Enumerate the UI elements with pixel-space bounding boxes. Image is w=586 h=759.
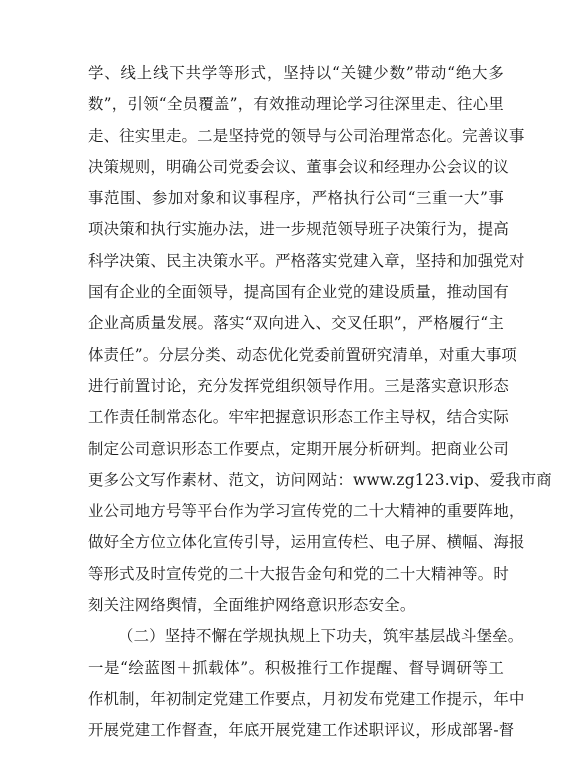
text-line: 项决策和执行实施办法，进一步规范领导班子决策行为，提高 — [88, 220, 509, 239]
text-line: 作机制，年初制定党建工作要点，月初发布党建工作提示，年中 — [88, 689, 525, 708]
text-line: 更多公文写作素材、范文，访问网站：www.zg123.vip、爱我市商 — [88, 470, 552, 489]
text-line: 体责任”。分层分类、动态优化党委前置研究清单，对重大事项 — [88, 345, 518, 364]
text-line: 事范围、参加对象和议事程序，严格执行公司“三重一大”事 — [88, 189, 504, 208]
text-line: 国有企业的全面领导，提高国有企业党的建设质量，推动国有 — [88, 283, 509, 302]
text-line: 走、往实里走。二是坚持党的领导与公司治理常态化。完善议事 — [88, 126, 525, 145]
text-line: 做好全方位立体化宣传引导，运用宣传栏、电子屏、横幅、海报 — [88, 533, 525, 552]
section-heading: （二）坚持不懈在学规执规上下功夫，筑牢基层战斗堡垒。 — [118, 627, 524, 646]
text-line: 企业高质量发展。落实“双向进入、交叉任职”，严格履行“主 — [88, 314, 504, 333]
text-line: 学、线上线下共学等形式，坚持以“关键少数”带动“绝大多 — [88, 64, 504, 82]
text-line: 一是“绘蓝图＋抓载体”。积极推行工作提醒、督导调研等工 — [88, 658, 504, 677]
text-line: 制定公司意识形态工作要点，定期开展分析研判。把商业公司 — [88, 439, 509, 458]
text-line: 工作责任制常态化。牢牢把握意识形态工作主导权，结合实际 — [88, 408, 509, 427]
text-line: 业公司地方号等平台作为学习宣传党的二十大精神的重要阵地， — [88, 502, 525, 521]
body-text — [88, 58, 552, 747]
text-line: 进行前置讨论，充分发挥党组织领导作用。三是落实意识形态 — [88, 376, 509, 395]
text-line: 科学决策、民主决策水平。严格落实党建入章，坚持和加强党对 — [88, 251, 525, 270]
text-line: 刻关注网络舆情，全面维护网络意识形态安全。 — [88, 596, 416, 615]
text-line: 等形式及时宣传党的二十大报告金句和党的二十大精神等。时 — [88, 564, 509, 583]
text-line: 数”，引领“全员覆盖”，有效推动理论学习往深里走、往心里 — [88, 95, 504, 114]
text-line: 决策规则，明确公司党委会议、董事会议和经理办公会议的议 — [88, 157, 509, 176]
text-line: 开展党建工作督查，年底开展党建工作述职评议，形成部署-督 — [88, 721, 515, 740]
